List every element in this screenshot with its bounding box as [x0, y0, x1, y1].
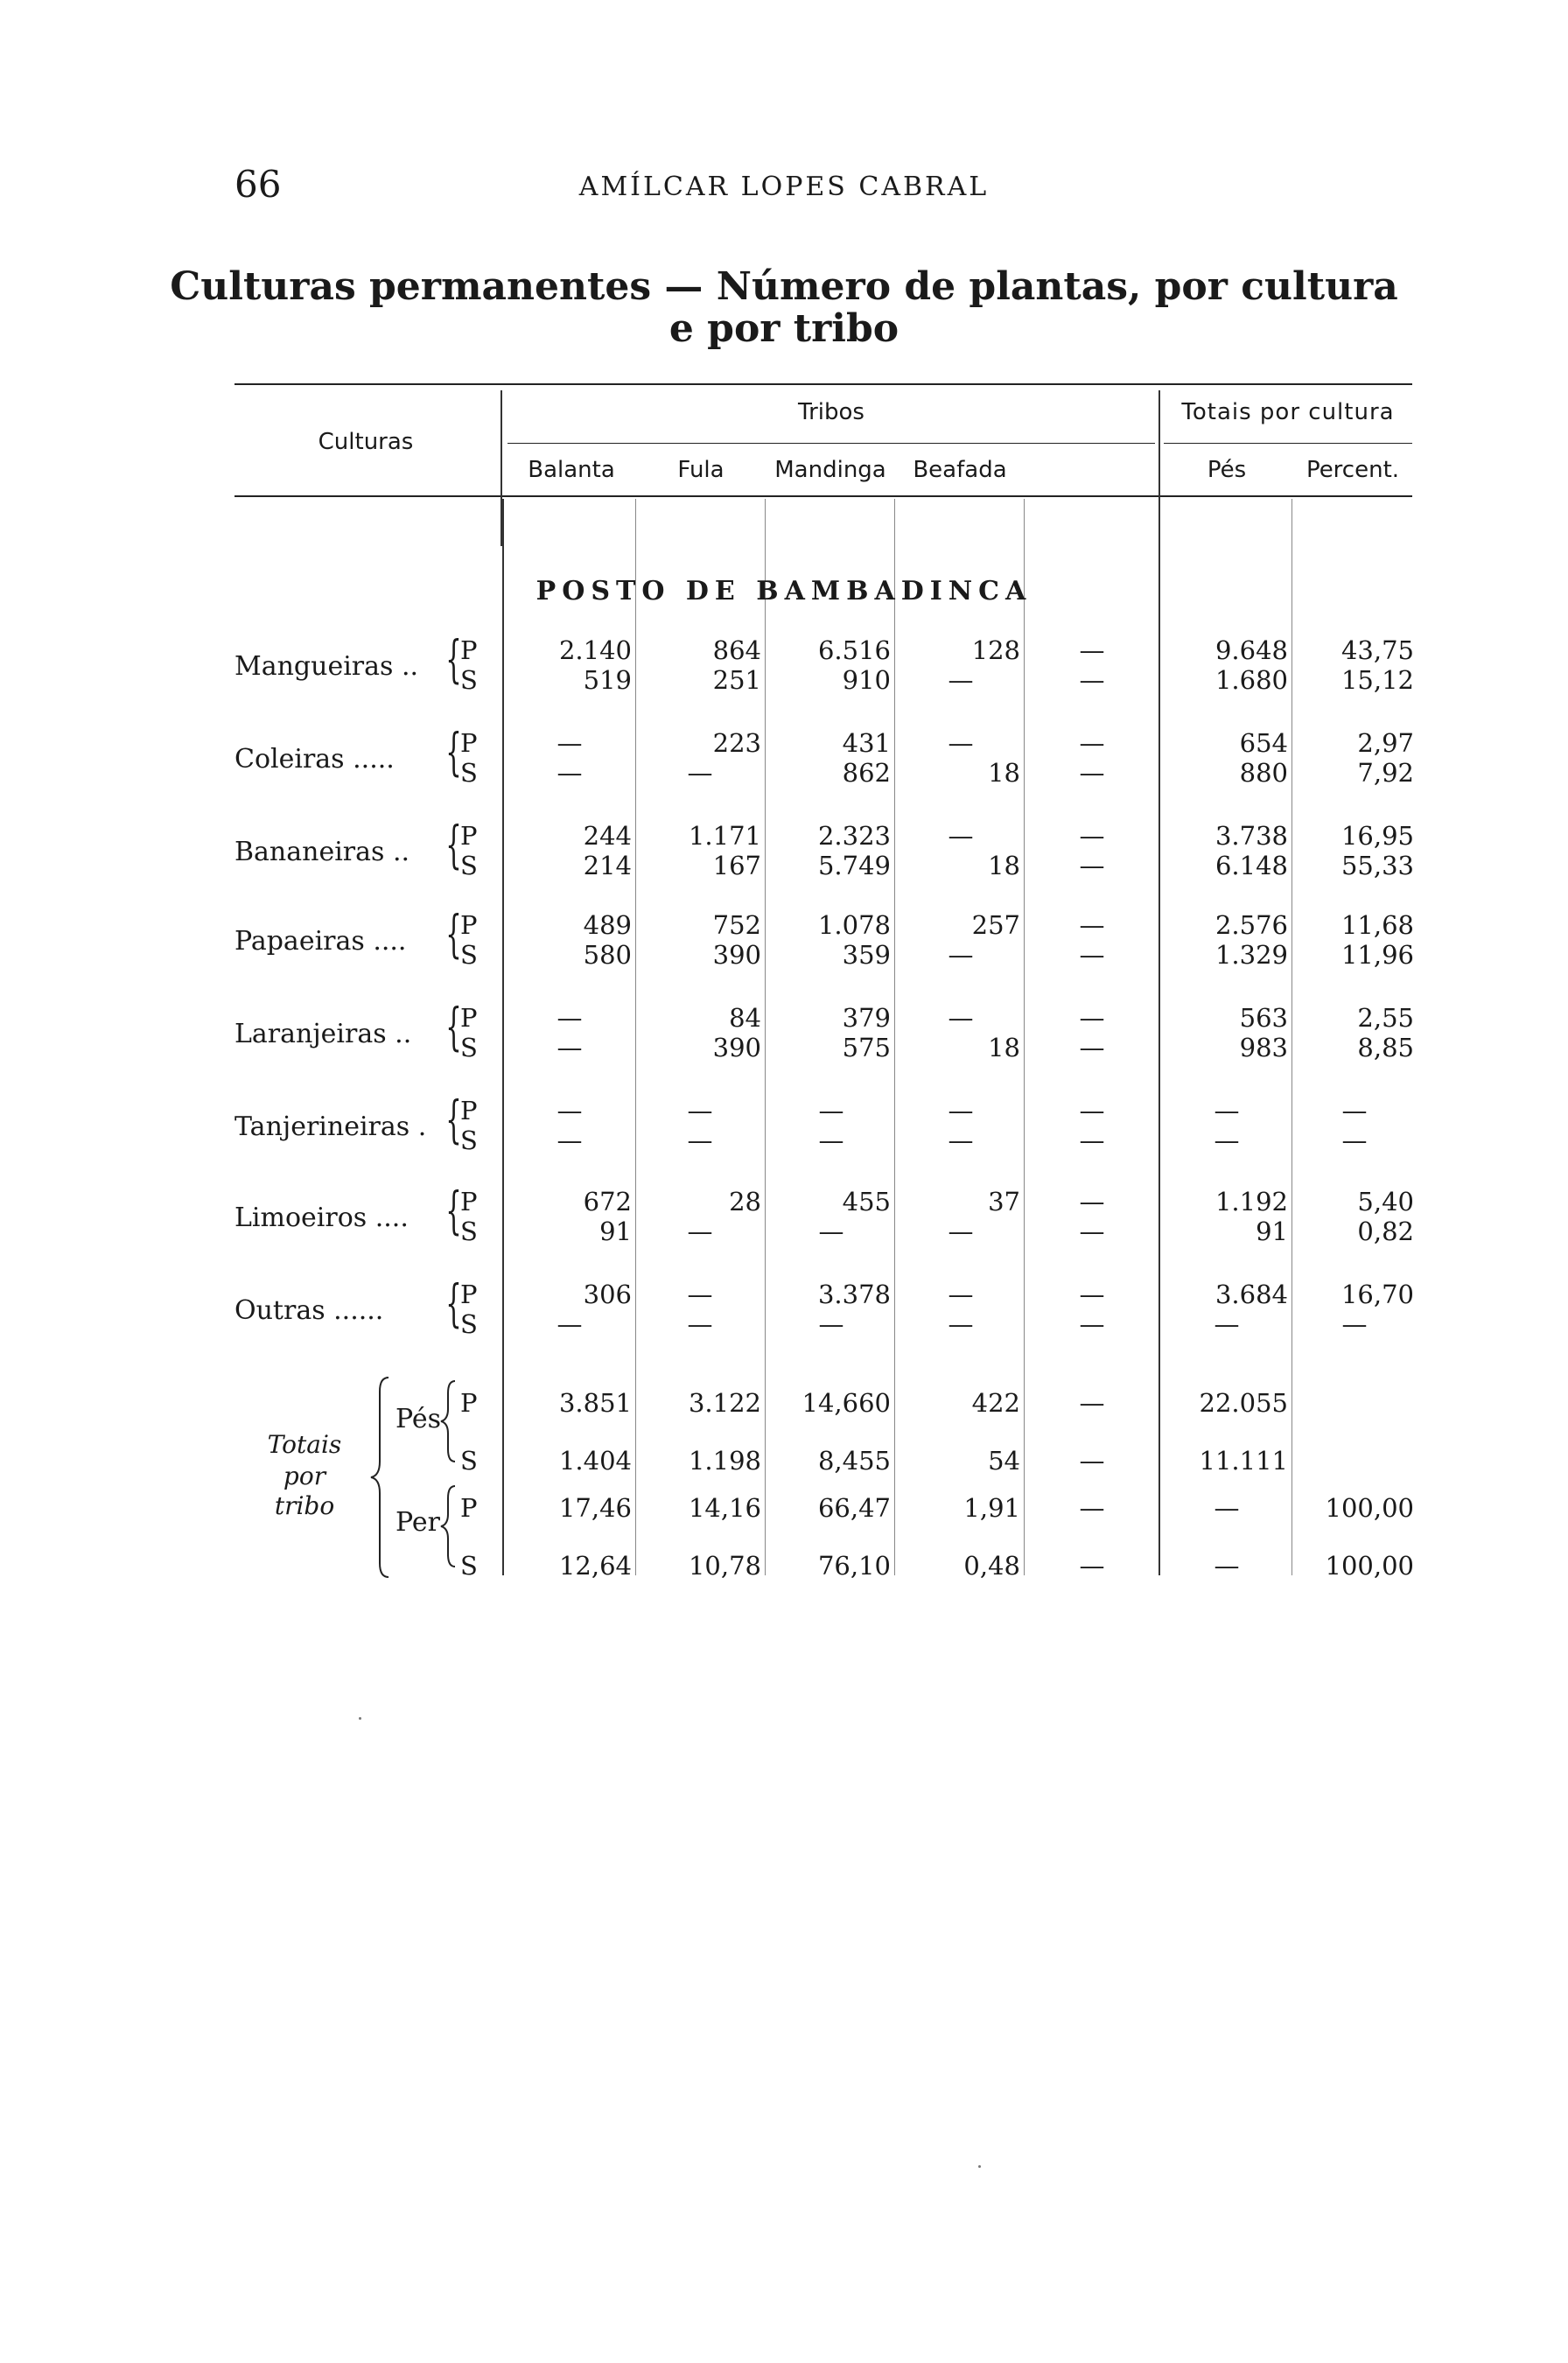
table-cell: —: [1079, 1096, 1105, 1125]
totals-cell: 14,16: [688, 1493, 761, 1523]
table-cell: 91: [1256, 1217, 1288, 1246]
header-top-rule: [234, 383, 1412, 385]
section-title: POSTO DE BAMBADINCA: [536, 576, 1032, 607]
table-cell: 257: [971, 910, 1020, 940]
pes-header: Pés: [1207, 457, 1247, 483]
crop-label: Papaeiras ....: [234, 926, 407, 957]
brace-icon: {: [445, 904, 462, 964]
ps-label-p: P: [460, 821, 478, 851]
totais-header: Totais por cultura: [1181, 399, 1395, 425]
table-cell: 880: [1239, 758, 1288, 788]
ps-label-p: P: [460, 1388, 478, 1418]
header-bottom-rule: [234, 495, 1412, 497]
tribe-header-mandinga: Mandinga: [774, 457, 886, 483]
table-cell: 16,70: [1340, 1280, 1414, 1309]
table-cell: 11,96: [1340, 940, 1414, 970]
table-cell: 18: [988, 851, 1020, 880]
ps-label-s: S: [460, 1551, 478, 1581]
totals-cell: 11.111: [1199, 1446, 1288, 1476]
table-cell: —: [818, 1096, 844, 1125]
table-cell: 306: [583, 1280, 632, 1309]
totals-cell: 76,10: [817, 1551, 891, 1581]
table-title-line2: e por tribo: [668, 306, 900, 351]
totais-label-1: Totais: [267, 1430, 342, 1459]
table-cell: 654: [1239, 728, 1288, 758]
totals-cell: 22.055: [1199, 1388, 1288, 1418]
table-cell: —: [1214, 1309, 1240, 1339]
ps-label-s: S: [460, 1217, 478, 1246]
table-cell: —: [556, 1309, 583, 1339]
ps-label-s: S: [460, 1033, 478, 1062]
table-cell: —: [1079, 1309, 1105, 1339]
table-cell: —: [948, 1309, 974, 1339]
table-cell: —: [1079, 1187, 1105, 1217]
totals-cell: 54: [988, 1446, 1020, 1476]
totals-cell: 100,00: [1325, 1493, 1414, 1523]
speck: [359, 1717, 361, 1720]
table-cell: 489: [583, 910, 632, 940]
table-cell: —: [687, 1217, 713, 1246]
crop-label: Outras ......: [234, 1295, 384, 1326]
ps-label-s: S: [460, 1125, 478, 1155]
totals-cell: 1,91: [963, 1493, 1020, 1523]
culturas-header: Culturas: [318, 429, 414, 455]
page-number: 66: [234, 163, 282, 206]
totals-cell: —: [1214, 1493, 1240, 1523]
crop-label: Coleiras .....: [234, 744, 395, 775]
per-label: Per: [396, 1507, 440, 1538]
table-cell: 5.749: [817, 851, 891, 880]
brace-icon: {: [445, 1181, 462, 1240]
totals-cell: 14,660: [802, 1388, 891, 1418]
ps-label-p: P: [460, 635, 478, 665]
crop-label: Mangueiras ..: [234, 651, 419, 682]
table-cell: 862: [842, 758, 891, 788]
table-cell: —: [1214, 1125, 1240, 1155]
table-cell: —: [556, 1003, 583, 1033]
totals-cell: 10,78: [688, 1551, 761, 1581]
ps-label-s: S: [460, 1446, 478, 1476]
table-cell: 983: [1239, 1033, 1288, 1062]
tribe-header-balanta: Balanta: [528, 457, 615, 483]
table-cell: 563: [1239, 1003, 1288, 1033]
table-cell: 84: [729, 1003, 761, 1033]
table-cell: —: [948, 665, 974, 695]
totals-cell: 1.198: [688, 1446, 761, 1476]
totais-label-2: por: [283, 1462, 326, 1490]
table-cell: 6.148: [1214, 851, 1288, 880]
table-cell: 244: [583, 821, 632, 851]
totals-cell: 3.851: [558, 1388, 632, 1418]
table-cell: 5,40: [1357, 1187, 1414, 1217]
table-cell: 519: [583, 665, 632, 695]
brace-icon: {: [445, 815, 462, 874]
table-cell: —: [1341, 1125, 1368, 1155]
table-cell: 1.078: [817, 910, 891, 940]
table-cell: 359: [842, 940, 891, 970]
tribos-rule: [508, 443, 1155, 444]
table-cell: —: [1079, 940, 1105, 970]
table-cell: —: [556, 1125, 583, 1155]
table-cell: 91: [599, 1217, 632, 1246]
table-cell: —: [556, 1096, 583, 1125]
totals-cell: 0,48: [963, 1551, 1020, 1581]
table-cell: 3.684: [1214, 1280, 1288, 1309]
table-cell: 2,97: [1357, 728, 1414, 758]
tribe-header-beafada: Beafada: [913, 457, 1007, 483]
totals-cell: 66,47: [817, 1493, 891, 1523]
table-cell: 167: [712, 851, 761, 880]
crop-label: Laranjeiras ..: [234, 1019, 412, 1049]
totais-label-3: tribo: [274, 1491, 335, 1520]
ps-label-p: P: [460, 1096, 478, 1125]
table-cell: —: [1079, 665, 1105, 695]
table-cell: —: [1341, 1309, 1368, 1339]
brace-icon: {: [445, 1090, 462, 1149]
table-cell: —: [687, 1309, 713, 1339]
table-cell: 2.140: [558, 635, 632, 665]
table-cell: —: [1341, 1096, 1368, 1125]
table-cell: 2.323: [817, 821, 891, 851]
table-cell: —: [818, 1125, 844, 1155]
table-title: Culturas permanentes — Número de plantas, por cultura: [170, 264, 1398, 309]
table-cell: 672: [583, 1187, 632, 1217]
table-cell: —: [1079, 728, 1105, 758]
ps-label-p: P: [460, 1280, 478, 1309]
ps-label-s: S: [460, 758, 478, 788]
table-cell: —: [556, 1033, 583, 1062]
totals-cell: —: [1079, 1388, 1105, 1418]
brace-icon: {: [445, 997, 462, 1056]
table-cell: 864: [712, 635, 761, 665]
table-cell: 28: [729, 1187, 761, 1217]
totais-rule: [1164, 443, 1412, 444]
table-cell: —: [948, 728, 974, 758]
speck: [978, 2165, 981, 2168]
table-cell: —: [556, 728, 583, 758]
ps-label-p: P: [460, 1003, 478, 1033]
table-cell: 16,95: [1340, 821, 1414, 851]
table-cell: —: [818, 1217, 844, 1246]
totals-cell: 100,00: [1325, 1551, 1414, 1581]
ps-label-p: P: [460, 910, 478, 940]
table-cell: —: [556, 758, 583, 788]
table-cell: —: [1079, 758, 1105, 788]
table-cell: 8,85: [1357, 1033, 1414, 1062]
table-cell: —: [948, 1217, 974, 1246]
table-cell: 1.680: [1214, 665, 1288, 695]
brace-icon: {: [445, 722, 462, 782]
ps-label-p: P: [460, 728, 478, 758]
ps-label-p: P: [460, 1493, 478, 1523]
table-cell: 18: [988, 758, 1020, 788]
table-cell: —: [1079, 1003, 1105, 1033]
table-cell: —: [948, 1125, 974, 1155]
table-cell: 55,33: [1340, 851, 1414, 880]
table-cell: 6.516: [817, 635, 891, 665]
table-cell: —: [948, 1096, 974, 1125]
table-cell: 390: [712, 940, 761, 970]
table-cell: 910: [842, 665, 891, 695]
crop-label: Tanjerineiras .: [234, 1111, 427, 1142]
table-cell: —: [1079, 1280, 1105, 1309]
table-cell: —: [1079, 1125, 1105, 1155]
table-cell: —: [1079, 635, 1105, 665]
table-cell: 1.192: [1214, 1187, 1288, 1217]
tribe-header-fula: Fula: [677, 457, 724, 483]
table-cell: 1.171: [688, 821, 761, 851]
table-cell: 2.576: [1214, 910, 1288, 940]
table-cell: —: [687, 1125, 713, 1155]
table-cell: 9.648: [1214, 635, 1288, 665]
ps-label-s: S: [460, 665, 478, 695]
table-cell: 43,75: [1340, 635, 1414, 665]
table-cell: —: [1079, 910, 1105, 940]
table-cell: —: [948, 940, 974, 970]
table-cell: 251: [712, 665, 761, 695]
ps-label-s: S: [460, 1309, 478, 1339]
table-cell: 15,12: [1340, 665, 1414, 695]
table-cell: 3.738: [1214, 821, 1288, 851]
running-head: AMÍLCAR LOPES CABRAL: [578, 172, 990, 202]
table-cell: 128: [971, 635, 1020, 665]
table-cell: 455: [842, 1187, 891, 1217]
table-cell: 223: [712, 728, 761, 758]
table-cell: —: [1079, 1217, 1105, 1246]
ps-label-s: S: [460, 851, 478, 880]
table-cell: 2,55: [1357, 1003, 1414, 1033]
table-cell: —: [687, 758, 713, 788]
table-cell: 3.378: [817, 1280, 891, 1309]
rule-beafada: [1024, 499, 1025, 1575]
table-cell: 7,92: [1357, 758, 1414, 788]
table-cell: 214: [583, 851, 632, 880]
pes-label: Pés: [396, 1404, 441, 1434]
table-cell: 379: [842, 1003, 891, 1033]
table-cell: 580: [583, 940, 632, 970]
brace-icon: {: [445, 1273, 462, 1333]
totals-cell: —: [1079, 1551, 1105, 1581]
table-cell: —: [1079, 851, 1105, 880]
table-cell: —: [948, 821, 974, 851]
tribos-header: Tribos: [798, 399, 864, 425]
table-cell: —: [687, 1096, 713, 1125]
totals-cell: 3.122: [688, 1388, 761, 1418]
crop-label: Limoeiros ....: [234, 1203, 409, 1233]
totals-cell: 1.404: [558, 1446, 632, 1476]
table-cell: —: [948, 1280, 974, 1309]
totals-cell: 8,455: [817, 1446, 891, 1476]
table-cell: 752: [712, 910, 761, 940]
totals-cell: —: [1079, 1493, 1105, 1523]
table-cell: —: [948, 1003, 974, 1033]
totals-cell: 422: [971, 1388, 1020, 1418]
table-cell: 1.329: [1214, 940, 1288, 970]
totals-cell: 17,46: [558, 1493, 632, 1523]
table-cell: —: [1214, 1096, 1240, 1125]
table-cell: 0,82: [1357, 1217, 1414, 1246]
table-cell: 18: [988, 1033, 1020, 1062]
table-cell: 390: [712, 1033, 761, 1062]
table-cell: 37: [988, 1187, 1020, 1217]
table-cell: —: [818, 1309, 844, 1339]
totals-cell: 12,64: [558, 1551, 632, 1581]
totals-cell: —: [1214, 1551, 1240, 1581]
totals-cell: —: [1079, 1446, 1105, 1476]
table-cell: 431: [842, 728, 891, 758]
table-cell: —: [1079, 1033, 1105, 1062]
brace-icon: {: [445, 629, 462, 689]
percent-header: Percent.: [1306, 457, 1400, 483]
table-cell: —: [1079, 821, 1105, 851]
ps-label-p: P: [460, 1187, 478, 1217]
table-cell: 575: [842, 1033, 891, 1062]
ps-label-s: S: [460, 940, 478, 970]
table-cell: —: [687, 1280, 713, 1309]
table-cell: 11,68: [1340, 910, 1414, 940]
crop-label: Bananeiras ..: [234, 837, 410, 867]
